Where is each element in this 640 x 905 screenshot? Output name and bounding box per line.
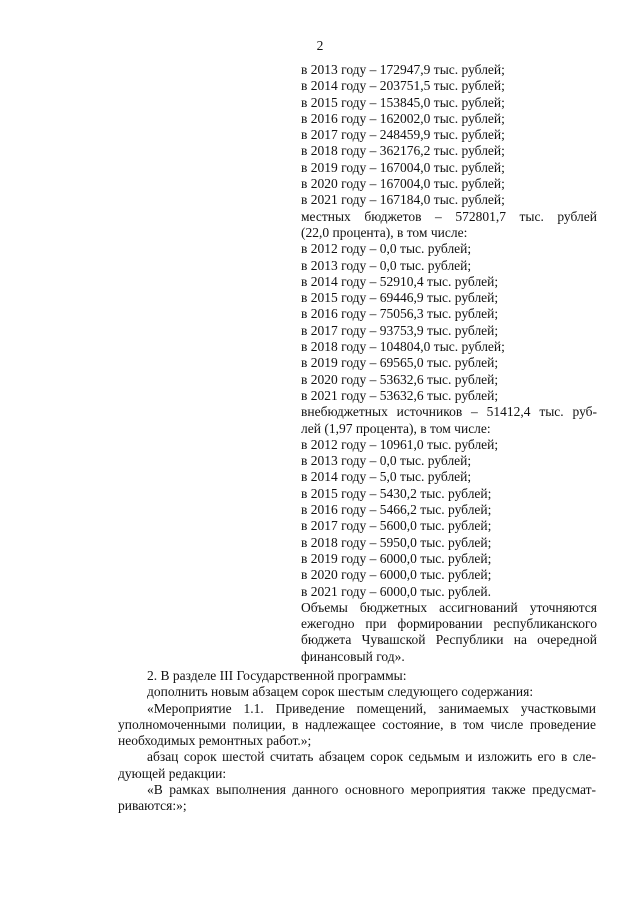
local-budget-share: (22,0 процента), в том числе: [301, 224, 468, 240]
list-item: в 2018 году – 104804,0 тыс. рублей; [301, 339, 505, 355]
list-item: в 2013 году – 0,0 тыс. рублей; [301, 453, 472, 469]
list-item: в 2019 году – 69565,0 тыс. рублей; [301, 355, 499, 371]
list-item: в 2014 году – 203751,5 тыс. рублей; [301, 78, 505, 94]
list-item: в 2020 году – 53632,6 тыс. рублей; [301, 371, 499, 387]
measure-line: уполномоченными полиции, в надлежащее состояние, в том числе проведение [118, 716, 596, 732]
list-item: в 2016 году – 162002,0 тыс. рублей; [301, 110, 505, 126]
list-item: в 2015 году – 5430,2 тыс. рублей; [301, 485, 492, 501]
section-paragraph: 2. В разделе III Государственной программы: [147, 668, 407, 683]
list-item: в 2012 году – 0,0 тыс. рублей; [301, 241, 472, 257]
list-item: в 2014 году – 52910,4 тыс. рублей; [301, 273, 499, 289]
list-item: в 2017 году – 93753,9 тыс. рублей; [301, 322, 499, 338]
list-item: в 2013 году – 0,0 тыс. рублей; [301, 257, 472, 273]
list-item: в 2019 году – 167004,0 тыс. рублей; [301, 159, 505, 175]
list-item: в 2019 году – 6000,0 тыс. рублей; [301, 550, 492, 566]
list-item: в 2016 году – 75056,3 тыс. рублей; [301, 306, 499, 322]
renumber-line: дующей редакции: [118, 765, 227, 781]
renumber-line: абзац сорок шестой считать абзацем сорок седьмым и изложить его в сле- [147, 749, 596, 765]
list-item: в 2014 году – 5,0 тыс. рублей; [301, 469, 472, 485]
list-item: в 2018 году – 5950,0 тыс. рублей; [301, 534, 492, 550]
list-item: в 2013 году – 172947,9 тыс. рублей; [301, 62, 505, 77]
quote-line: «В рамках выполнения данного основного мероприятия также предусмат- [147, 782, 596, 798]
list-item: в 2020 году – 6000,0 тыс. рублей; [301, 567, 492, 583]
measure-line: необходимых ремонтных работ.»; [118, 733, 312, 749]
add-paragraph: дополнить новым абзацем сорок шестым следующего содержания: [147, 684, 534, 700]
page-number: 2 [316, 38, 324, 53]
list-item: в 2021 году – 6000,0 тыс. рублей. [301, 583, 492, 599]
measure-line: «Мероприятие 1.1. Приведение помещений, занимаемых участковыми [147, 700, 596, 716]
list-item: в 2020 году – 167004,0 тыс. рублей; [301, 176, 505, 192]
closing-paragraph: Объемы бюджетных ассигнований уточняются ежегодно при формировании республиканского бюджета Чувашской Республики на очередной финансовый год». [301, 599, 597, 664]
list-item: в 2015 году – 153845,0 тыс. рублей; [301, 94, 505, 110]
list-item: в 2017 году – 248459,9 тыс. рублей; [301, 127, 505, 143]
list-item: в 2021 году – 53632,6 тыс. рублей; [301, 387, 499, 403]
funding-column [301, 62, 597, 665]
local-budget-heading: местных бюджетов – 572801,7 тыс. рублей [301, 208, 597, 224]
extrabudget-heading: внебюджетных источников – 51412,4 тыс. руб- [301, 404, 597, 420]
extrabudget-share: лей (1,97 процента), в том числе: [301, 420, 491, 436]
list-item: в 2012 году – 10961,0 тыс. рублей; [301, 436, 499, 452]
list-item: в 2018 году – 362176,2 тыс. рублей; [301, 143, 505, 159]
list-item: в 2016 году – 5466,2 тыс. рублей; [301, 502, 492, 518]
list-item: в 2017 году – 5600,0 тыс. рублей; [301, 518, 492, 534]
amendment-text [118, 668, 596, 815]
quote-line: риваются:»; [118, 798, 187, 814]
list-item: в 2021 году – 167184,0 тыс. рублей; [301, 192, 505, 208]
list-item: в 2015 году – 69446,9 тыс. рублей; [301, 290, 499, 306]
